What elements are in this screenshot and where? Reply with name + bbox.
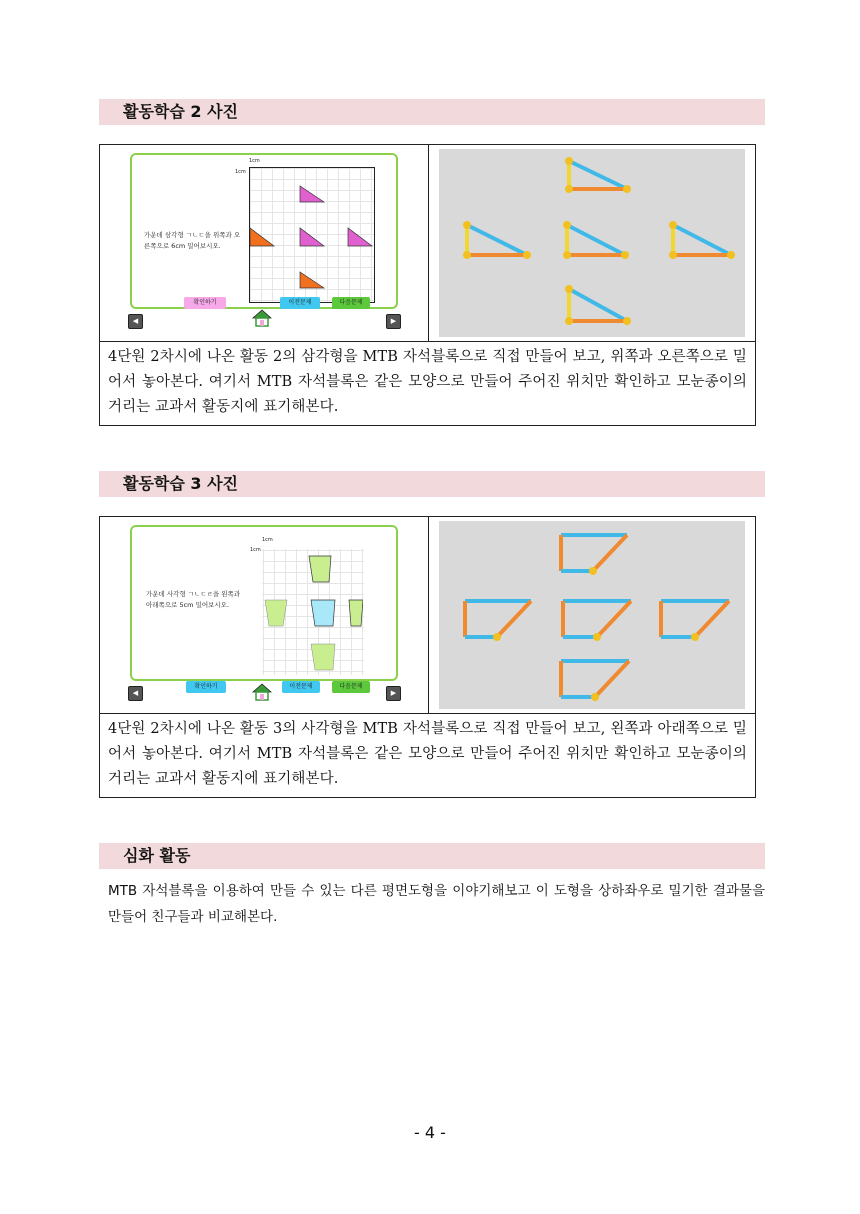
deep-activity-text: MTB 자석블록을 이용하여 만들 수 있는 다른 평면도형을 이야기해보고 이 도형을 상하좌우로 밀기한 결과물을 만들어 친구들과 비교해본다. bbox=[108, 883, 765, 925]
section-title: 활동학습 3 사진 bbox=[123, 474, 239, 493]
screen-cell bbox=[100, 145, 429, 341]
triangle-blocks-photo bbox=[439, 149, 745, 337]
page-number: - 4 - bbox=[414, 1123, 446, 1142]
quad-center bbox=[311, 600, 335, 626]
activity2-caption: 4단원 2차시에 나온 활동 2의 삼각형을 MTB 자석블록으로 직접 만들어 보고, 위쪽과 오른쪽으로 밀어서 놓아본다. 여기서 MTB 자석블록은 같은 모양으로 만들어 주어진 위치만 확인하고 모눈종이의 거리는 교과서 활동지에 표기해본다. bbox=[108, 349, 747, 415]
photo-cell bbox=[429, 145, 755, 341]
activity2-table bbox=[99, 144, 756, 426]
quad-top bbox=[309, 556, 331, 582]
triangle-left bbox=[250, 228, 274, 246]
prev-arrow-icon[interactable]: ◀ bbox=[128, 314, 143, 329]
learning-screen bbox=[130, 525, 398, 690]
quad-right bbox=[349, 600, 363, 626]
photo-cell bbox=[429, 517, 755, 713]
image-row bbox=[100, 517, 755, 714]
quad-shapes bbox=[263, 550, 363, 674]
triangle-right bbox=[348, 228, 372, 246]
unit-label-left: 1cm bbox=[250, 547, 261, 553]
activity3-table bbox=[99, 516, 756, 798]
home-icon[interactable] bbox=[252, 309, 272, 327]
grid-board bbox=[262, 549, 364, 675]
section-header-activity2 bbox=[99, 99, 765, 125]
quad-left bbox=[265, 600, 287, 626]
check-button[interactable]: 확인하기 bbox=[184, 297, 226, 309]
unit-label-top: 1cm bbox=[249, 158, 260, 164]
learning-screen bbox=[130, 153, 398, 309]
home-icon[interactable] bbox=[252, 683, 272, 701]
quad-bottom bbox=[311, 644, 335, 670]
activity3-caption: 4단원 2차시에 나온 활동 3의 사각형을 MTB 자석블록으로 직접 만들어 보고, 왼쪽과 아래쪽으로 밀어서 놓아본다. 여기서 MTB 자석블록은 같은 모양으로 만들어 주어진 위치만 확인하고 모눈종이의 거리는 교과서 활동지에 표기해본다. bbox=[108, 721, 747, 787]
triangle-shapes bbox=[250, 168, 374, 302]
unit-label-left: 1cm bbox=[235, 169, 246, 175]
screen-cell bbox=[100, 517, 429, 713]
section-title: 활동학습 2 사진 bbox=[123, 102, 239, 121]
prev-arrow-icon[interactable]: ◀ bbox=[128, 686, 143, 701]
section-header-activity3 bbox=[99, 471, 765, 497]
next-arrow-icon[interactable]: ▶ bbox=[386, 686, 401, 701]
section-header-deep-activity bbox=[99, 843, 765, 869]
prev-question-button[interactable]: 이전문제 bbox=[280, 297, 320, 309]
triangle-bottom bbox=[300, 272, 324, 288]
prev-question-button[interactable]: 이전문제 bbox=[282, 681, 320, 693]
grid-board bbox=[249, 167, 375, 303]
triangle-top bbox=[300, 186, 324, 202]
check-button[interactable]: 확인하기 bbox=[186, 681, 226, 693]
image-row bbox=[100, 145, 755, 342]
next-question-button[interactable]: 다음문제 bbox=[332, 681, 370, 693]
quad-blocks-photo bbox=[439, 521, 745, 709]
section-title: 심화 활동 bbox=[123, 846, 191, 865]
question-text: 가운데 사각형 ㄱㄴㄷㄹ을 왼쪽과 아래쪽으로 5cm 밀어보시오. bbox=[146, 590, 241, 609]
question-text: 가운데 삼각형 ㄱㄴㄷ을 위쪽과 오른쪽으로 6cm 밀어보시오. bbox=[144, 231, 241, 250]
triangle-center bbox=[300, 228, 324, 246]
unit-label-top: 1cm bbox=[262, 537, 273, 543]
next-arrow-icon[interactable]: ▶ bbox=[386, 314, 401, 329]
next-question-button[interactable]: 다음문제 bbox=[332, 297, 370, 309]
